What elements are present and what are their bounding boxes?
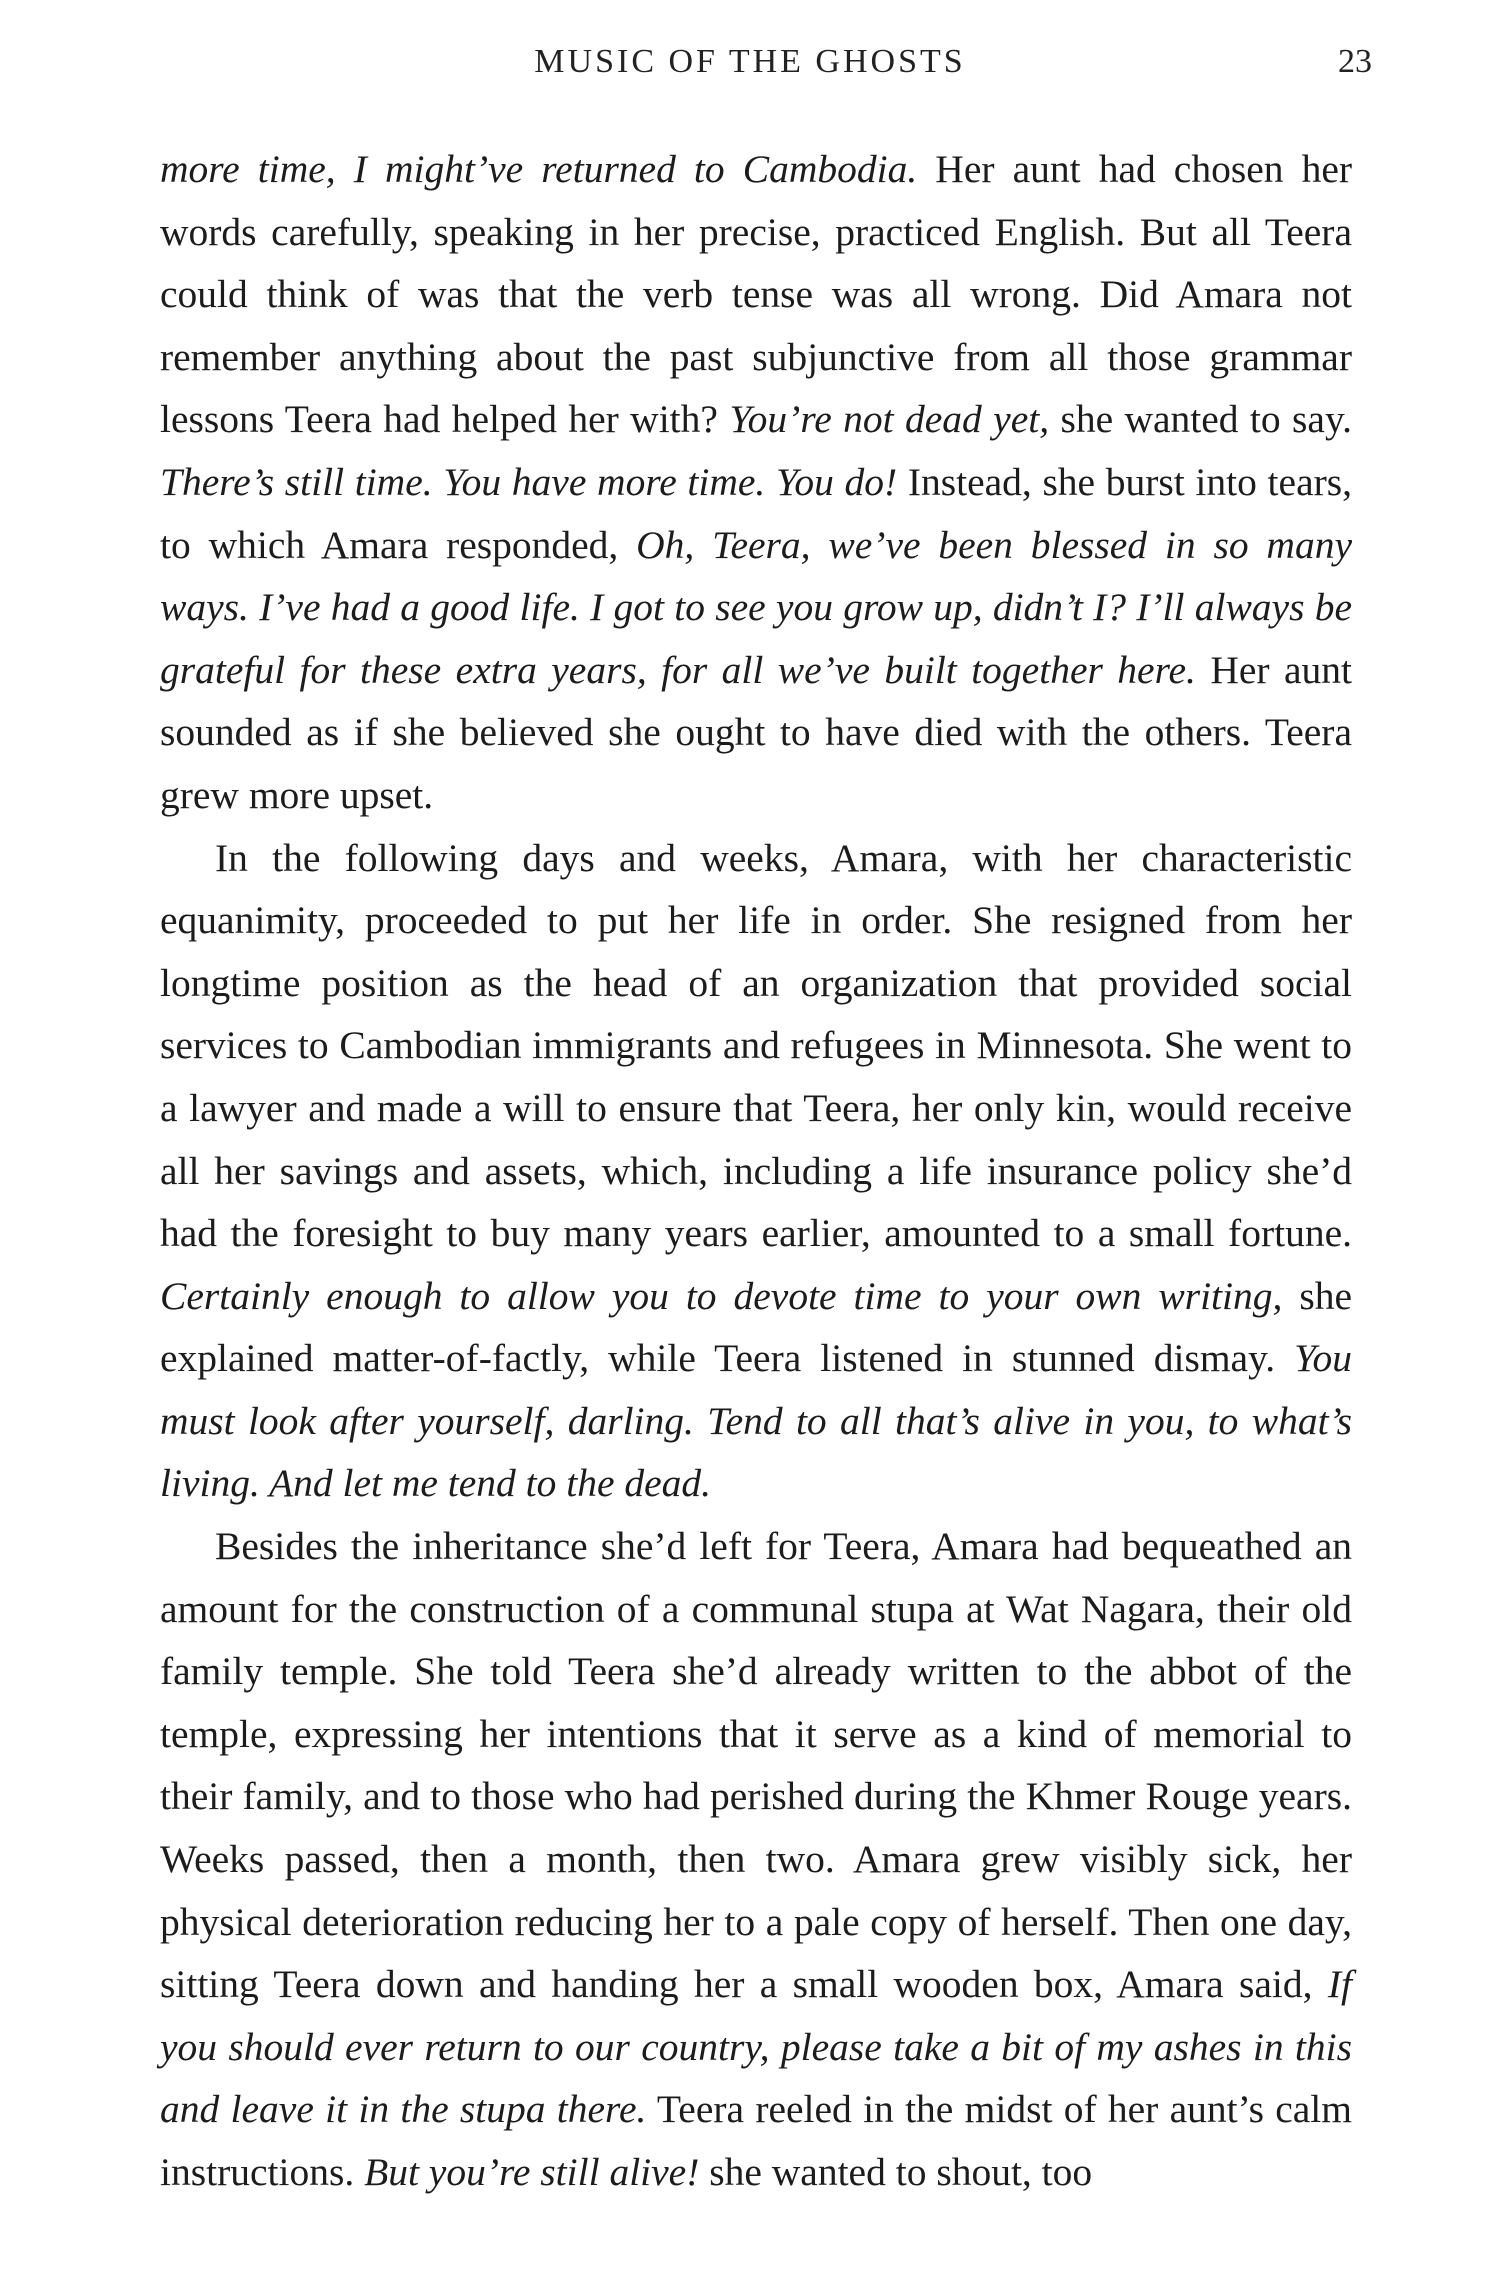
italic-text: You’re not dead yet, (729, 397, 1050, 442)
text-run: Teera reeled in the midst of her aunt’s calm instructions. (160, 2087, 1352, 2194)
paragraph (160, 827, 1352, 1516)
running-head (0, 38, 1500, 86)
running-title: MUSIC OF THE GHOSTS (534, 43, 966, 80)
italic-text: Certainly enough to allow you to devote time to your own writing, (160, 1273, 1283, 1318)
text-run: In the following days and weeks, Amara, with her characteristic equanimity, proceeded to put her life in order. She resigned from her longtime position as the head of an organization that provided social services to Cambodian immigrants and refugees in Minnesota. She went to a lawyer and made a will to ensure that Teera, her only kin, would receive all her savings and assets, which, including a life insurance policy she’d had the foresight to buy many years earlier, amounted to a small fortune. (160, 835, 1352, 1256)
paragraph (160, 138, 1352, 827)
italic-text: If you should ever return to our country, please take a bit of my ashes in this and leave it in the stupa there. (160, 1962, 1352, 2132)
body-text (160, 138, 1352, 2204)
paragraph (160, 1515, 1352, 2204)
text-run: Her aunt sounded as if she believed she ought to have died with the others. Teera grew more upset. (160, 647, 1352, 817)
italic-text: You must look after yourself, darling. Tend to all that’s alive in you, to what’s living. And let me tend to the dead. (160, 1336, 1352, 1506)
text-run: Her aunt had chosen her words carefully, speaking in her precise, practiced English. But all Teera could think of was that the verb tense was all wrong. Did Amara not remember anything about the past subjunctive from all those grammar lessons Teera had helped her with? (160, 147, 1353, 442)
text-run: she wanted to say. (1049, 397, 1353, 442)
page-number: 23 (1338, 43, 1372, 80)
italic-text: But you’re still alive! (364, 2150, 700, 2194)
text-run: Besides the inheritance she’d left for Teera, Amara had bequeathed an amount for the construction of a communal stupa at Wat Nagara, their old family temple. She told Teera she’d already written to the abbot of the temple, expressing her intentions that it serve as a kind of memorial to their family, and to those who had perished during the Khmer Rouge years. Weeks passed, then a month, then two. Amara grew visibly sick, her physical deterioration reducing her to a pale copy of herself. Then one day, sitting Teera down and handing her a small wooden box, Amara said, (160, 1524, 1352, 2007)
text-run: Instead, she burst into tears, to which Amara responded, (160, 459, 1352, 567)
italic-text: There’s still time. You have more time. You do! (160, 459, 898, 504)
text-run: she wanted to shout, too (699, 2150, 1093, 2194)
italic-text: Oh, Teera, we’ve been blessed in so many ways. I’ve had a good life. I got to see you grow up, didn’t I? I’ll always be grateful for these extra years, for all we’ve built together here. (160, 522, 1352, 692)
text-run: she explained matter-of-factly, while Teera listened in stunned dismay. (160, 1273, 1352, 1381)
italic-text: more time, I might’ve returned to Cambodia. (160, 147, 918, 191)
